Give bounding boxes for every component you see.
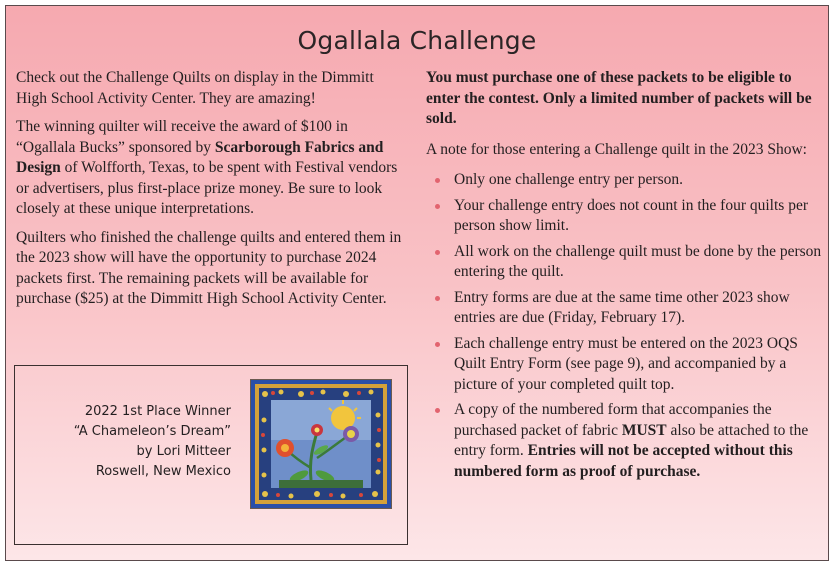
list-item	[426, 288, 822, 329]
list-item	[426, 170, 822, 191]
quilt-image	[250, 379, 392, 509]
eligibility-notice	[426, 68, 822, 130]
right-column	[426, 68, 822, 487]
rule-text: Entry forms are due at the same time other 2023 show entries are due (Friday, February 17).	[454, 288, 790, 326]
rule-emphasis: MUST	[621, 421, 667, 439]
caption-line-award: 2022 1st Place Winner	[84, 404, 231, 419]
rule-emphasis: Entries will not be accepted without this numbered form as proof of purchase.	[454, 442, 793, 480]
caption-line-location: Roswell, New Mexico	[95, 464, 231, 479]
left-column	[16, 68, 408, 318]
rule-text: Only one challenge entry per person.	[454, 171, 683, 188]
rule-text: A copy of the numbered form that accompanies the purchased packet of fabric	[454, 401, 772, 439]
intro-paragraph: Check out the Challenge Quilts on display in the Dimmitt High School Activity Center. They are amazing!	[16, 69, 374, 107]
list-item	[426, 196, 822, 237]
eligibility-text: You must purchase one of these packets to be eligible to enter the contest. Only a limited number of packets will be sold.	[426, 69, 812, 127]
award-text-cont: of Wolfforth, Texas, to be spent with Festival vendors or advertisers, plus first-place prize money. Be sure to look closely at these unique interpretations.	[16, 159, 398, 217]
packets-paragraph: Quilters who finished the challenge quilts and entered them in the 2023 show will have the opportunity to purchase 2024 packets first. The remaining packets will be available for purchase ($25) at the Dimmitt High School Activity Center.	[16, 228, 402, 307]
page-title: Ogallala Challenge	[297, 26, 537, 55]
caption-line-title: “A Chameleon’s Dream”	[73, 424, 231, 439]
winner-caption	[11, 402, 231, 482]
bullet-icon	[435, 408, 440, 413]
rule-text: also be attached to the entry form.	[454, 421, 809, 459]
challenge-panel	[5, 5, 829, 561]
bullet-icon	[435, 178, 440, 183]
award-paragraph	[16, 117, 408, 220]
list-item	[426, 400, 822, 482]
rules-list	[426, 170, 822, 482]
rule-text: Each challenge entry must be entered on the 2023 OQS Quilt Entry Form (see page 9), and accompanied by a picture of your completed quilt top.	[454, 334, 798, 393]
bullet-icon	[435, 204, 440, 209]
bullet-icon	[435, 342, 440, 347]
caption-line-author: by Lori Mitteer	[136, 444, 231, 459]
rule-text: Your challenge entry does not count in the four quilts per person show limit.	[454, 196, 808, 234]
sponsor-name: Scarborough Fabrics and Design	[16, 138, 384, 176]
bullet-icon	[435, 296, 440, 301]
entry-note: A note for those entering a Challenge quilt in the 2023 Show:	[426, 140, 807, 158]
award-text: The winning quilter will receive the award of $100 in “Ogallala Bucks” sponsored by	[16, 118, 348, 156]
list-item	[426, 334, 822, 396]
winner-photo-box	[14, 365, 408, 545]
list-item	[426, 242, 822, 283]
rule-text: All work on the challenge quilt must be done by the person entering the quilt.	[454, 242, 822, 280]
bullet-icon	[435, 250, 440, 255]
